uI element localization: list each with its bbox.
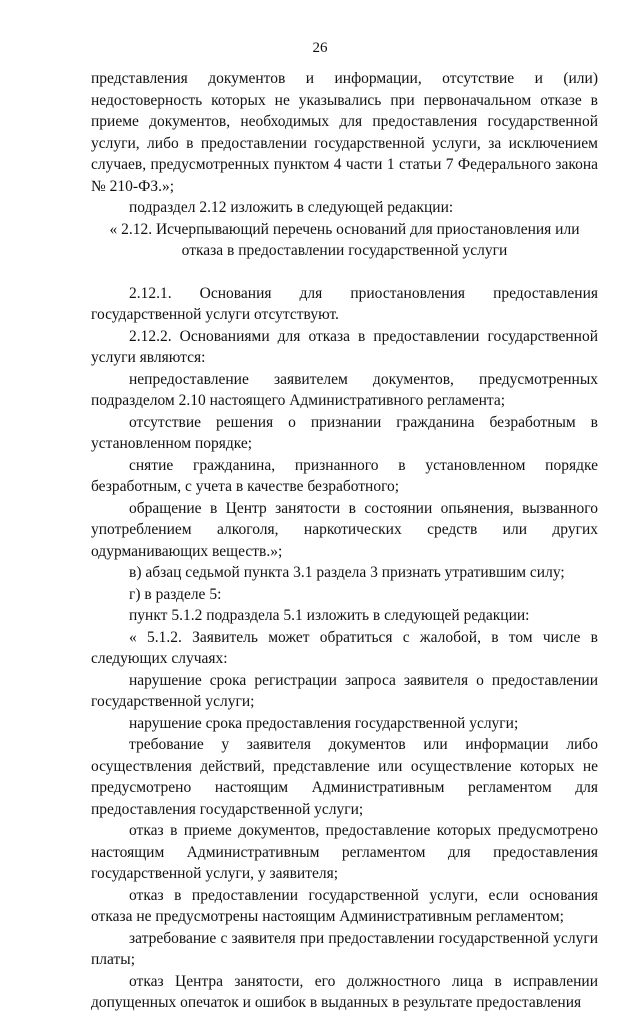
paragraph: в) абзац седьмой пункта 3.1 раздела 3 признать утратившим силу;	[129, 564, 565, 581]
paragraph: г) в разделе 5:	[129, 585, 222, 603]
paragraph: отказ в предоставлении государственной услуги, если основания отказа не предусмотрены настоящим Административным регламентом;	[91, 886, 598, 925]
paragraph: нарушение срока регистрации запроса заявителя о предоставлении государственной услуги;	[91, 671, 598, 710]
paragraph: пункт 5.1.2 подраздела 5.1 изложить в следующей редакции:	[129, 607, 530, 624]
page-number: 26	[312, 40, 328, 56]
paragraph: отсутствие решения о признании гражданина безработным в установленном порядке;	[91, 413, 598, 452]
paragraph: затребование с заявителя при предоставлении государственной услуги платы;	[91, 929, 598, 968]
document-body	[91, 68, 598, 1014]
paragraph: требование у заявителя документов или информации либо осуществления действий, представление или осуществление которых не предусмотрено настоящим Административным регламентом для предоставления государственной услуги;	[91, 736, 598, 818]
paragraph: обращение в Центр занятости в состоянии опьянения, вызванного употреблением алкоголя, наркотических средств или других одурманивающих веществ.»;	[91, 499, 598, 560]
paragraph: подраздел 2.12 изложить в следующей редакции:	[129, 199, 454, 216]
paragraph: « 5.1.2. Заявитель может обратиться с жалобой, в том числе в следующих случаях:	[91, 628, 598, 667]
paragraph: отказ Центра занятости, его должностного лица в исправлении допущенных опечаток и ошибок в выданных в результате предоставления	[91, 972, 598, 1011]
paragraph: 2.12.2. Основаниями для отказа в предоставлении государственной услуги являются:	[91, 327, 598, 366]
spacer	[91, 262, 598, 283]
paragraph: нарушение срока предоставления государственной услуги;	[129, 714, 519, 732]
paragraph: непредоставление заявителем документов, предусмотренных подразделом 2.10 настоящего Административного регламента;	[91, 370, 598, 409]
paragraph: отказ в приеме документов, предоставление которых предусмотрено настоящим Административным регламентом для предоставления государственной услуги, у заявителя;	[91, 822, 598, 882]
section-heading: « 2.12. Исчерпывающий перечень оснований для приостановления или отказа в предоставлении государственной услуги	[109, 220, 580, 259]
paragraph: 2.12.1. Основания для приостановления предоставления государственной услуги отсутствуют.	[91, 284, 598, 323]
paragraph: снятие гражданина, признанного в установленном порядке безработным, с учета в качестве безработного;	[91, 456, 598, 495]
paragraph: представления документов и информации, отсутствие и (или) недостоверность которых не указывались при первоначальном отказе в приеме документов, необходимых для предоставления государственной услуги, либо в предоставлении государственной услуги, за исключением случаев, предусмотренных пунктом 4 части 1 статьи 7 Федерального закона № 210-ФЗ.»;	[91, 70, 598, 195]
